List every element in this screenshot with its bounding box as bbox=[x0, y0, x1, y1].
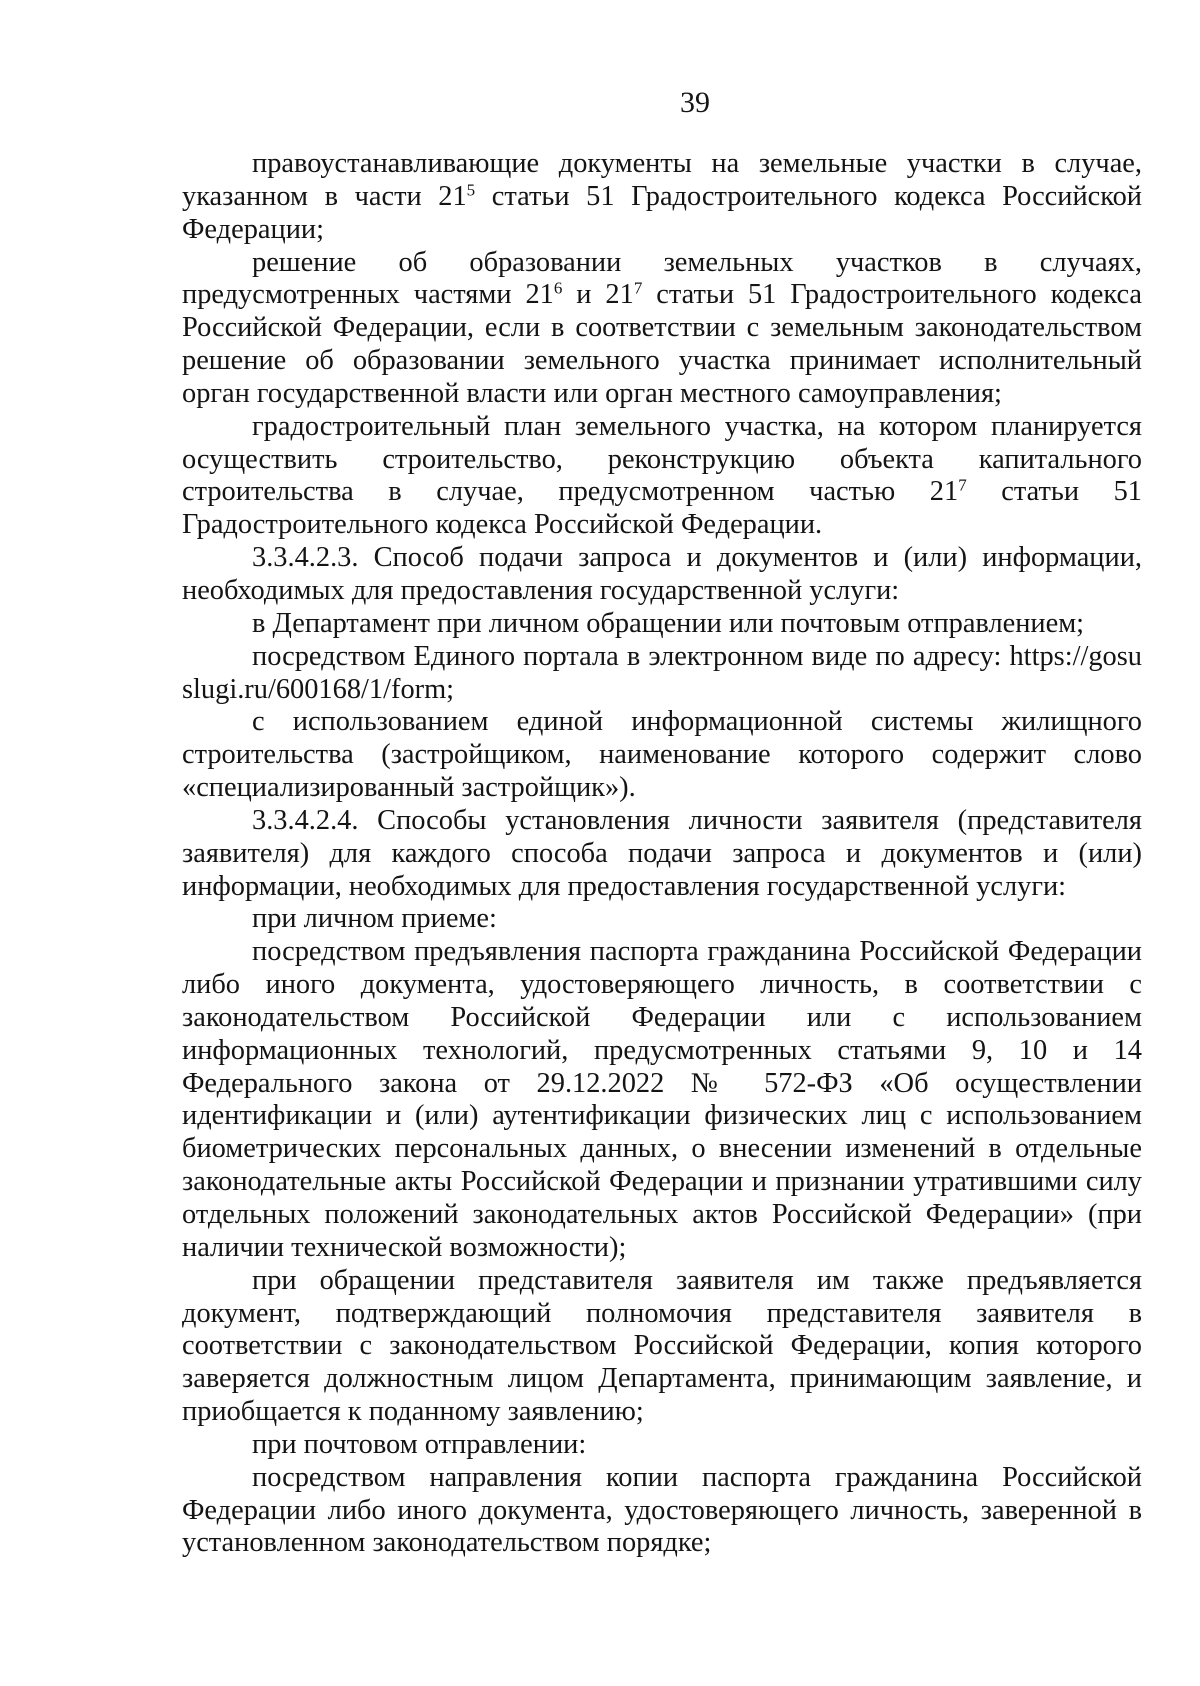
paragraph-passport-presentation: посредством предъявления паспорта гражданина Российской Федерации либо иного документа, удостоверяющего личность, в соответствии с законодательством Российской Федерации или с использованием информационных технологий, предусмотренных статьями 9, 10 и 14 Федерального закона от 29.12.2022 № 572-ФЗ «Об осуществлении идентификации и (или) аутентификации физических лиц с использованием биометрических персональных данных, о внесении изменений в отдельные законодательные акты Российской Федерации и признании утратившими силу отдельных положений законодательных актов Российской Федерации» (при наличии технической возможности); bbox=[182, 936, 1142, 1263]
superscript: 5 bbox=[466, 180, 476, 200]
page-number: 39 bbox=[680, 86, 710, 119]
portal-url: https://gosuslugi.ru/600168/1/form; bbox=[182, 640, 1142, 705]
paragraph-identification-heading: 3.3.4.2.4. Способы установления личности заявителя (представителя заявителя) для каждого способа подачи запроса и документов и (или) информации, необходимых для предоставления государственной услуги: bbox=[182, 804, 1142, 902]
superscript: 7 bbox=[958, 476, 967, 496]
paragraph-text: решение об образовании земельных участков в случаях, предусмотренных частями 21 bbox=[182, 246, 1142, 311]
paragraph-submission-housing-system: с использованием единой информационной системы жилищного строительства (застройщиком, наименование которого содержит слово «специализированный застройщик»). bbox=[182, 706, 1142, 804]
paragraph-text: градостроительный план земельного участка, на котором планируется осуществить строительство, реконструкцию объекта капитального строительства в случае, предусмотренном частью 21 bbox=[182, 410, 1142, 508]
paragraph-submission-in-person: в Департамент при личном обращении или почтовым отправлением; bbox=[252, 607, 1085, 639]
paragraph-personal-reception: при личном приеме: bbox=[252, 903, 497, 935]
paragraph-urban-plan bbox=[182, 411, 1142, 542]
paragraph-text: правоустанавливающие документы на земельные участки в случае, указанном в части 21 bbox=[182, 148, 1142, 212]
paragraph-text: статьи 51 Градостроительного кодекса Российской Федерации, если в соответствии с земельным законодательством решение об образовании земельного участка принимает исполнительный орган государственной власти или орган местного самоуправления; bbox=[182, 279, 1143, 409]
paragraph-land-formation-decision bbox=[182, 247, 1142, 411]
paragraph-text: статьи 51 Градостроительного кодекса Российской Федерации. bbox=[182, 476, 1143, 541]
paragraph-text: и 21 bbox=[562, 279, 634, 311]
paragraph-title-documents bbox=[182, 148, 1142, 247]
paragraph-postal: при почтовом отправлении: bbox=[252, 1428, 587, 1460]
superscript: 6 bbox=[553, 279, 563, 299]
paragraph-submission-method-heading: 3.3.4.2.3. Способ подачи запроса и документов и (или) информации, необходимых для предоставления государственной услуги: bbox=[182, 542, 1142, 606]
paragraph-representative: при обращении представителя заявителя им также предъявляется документ, подтверждающий полномочия представителя заявителя в соответствии с законодательством Российской Федерации, копия которого заверяется должностным лицом Департамента, принимающим заявление, и приобщается к поданному заявлению; bbox=[182, 1264, 1142, 1428]
paragraph-passport-copy: посредством направления копии паспорта гражданина Российской Федерации либо иного документа, удостоверяющего личность, заверенной в установленном законодательством порядке; bbox=[182, 1461, 1142, 1559]
paragraph-text: статьи 51 Градостроительного кодекса Российской Федерации; bbox=[182, 180, 1143, 245]
paragraph-text: посредством Единого портала в электронном виде по адресу: bbox=[252, 640, 1002, 672]
paragraph-submission-portal bbox=[182, 641, 1142, 707]
document-body bbox=[182, 148, 1142, 1560]
superscript: 7 bbox=[633, 279, 643, 299]
